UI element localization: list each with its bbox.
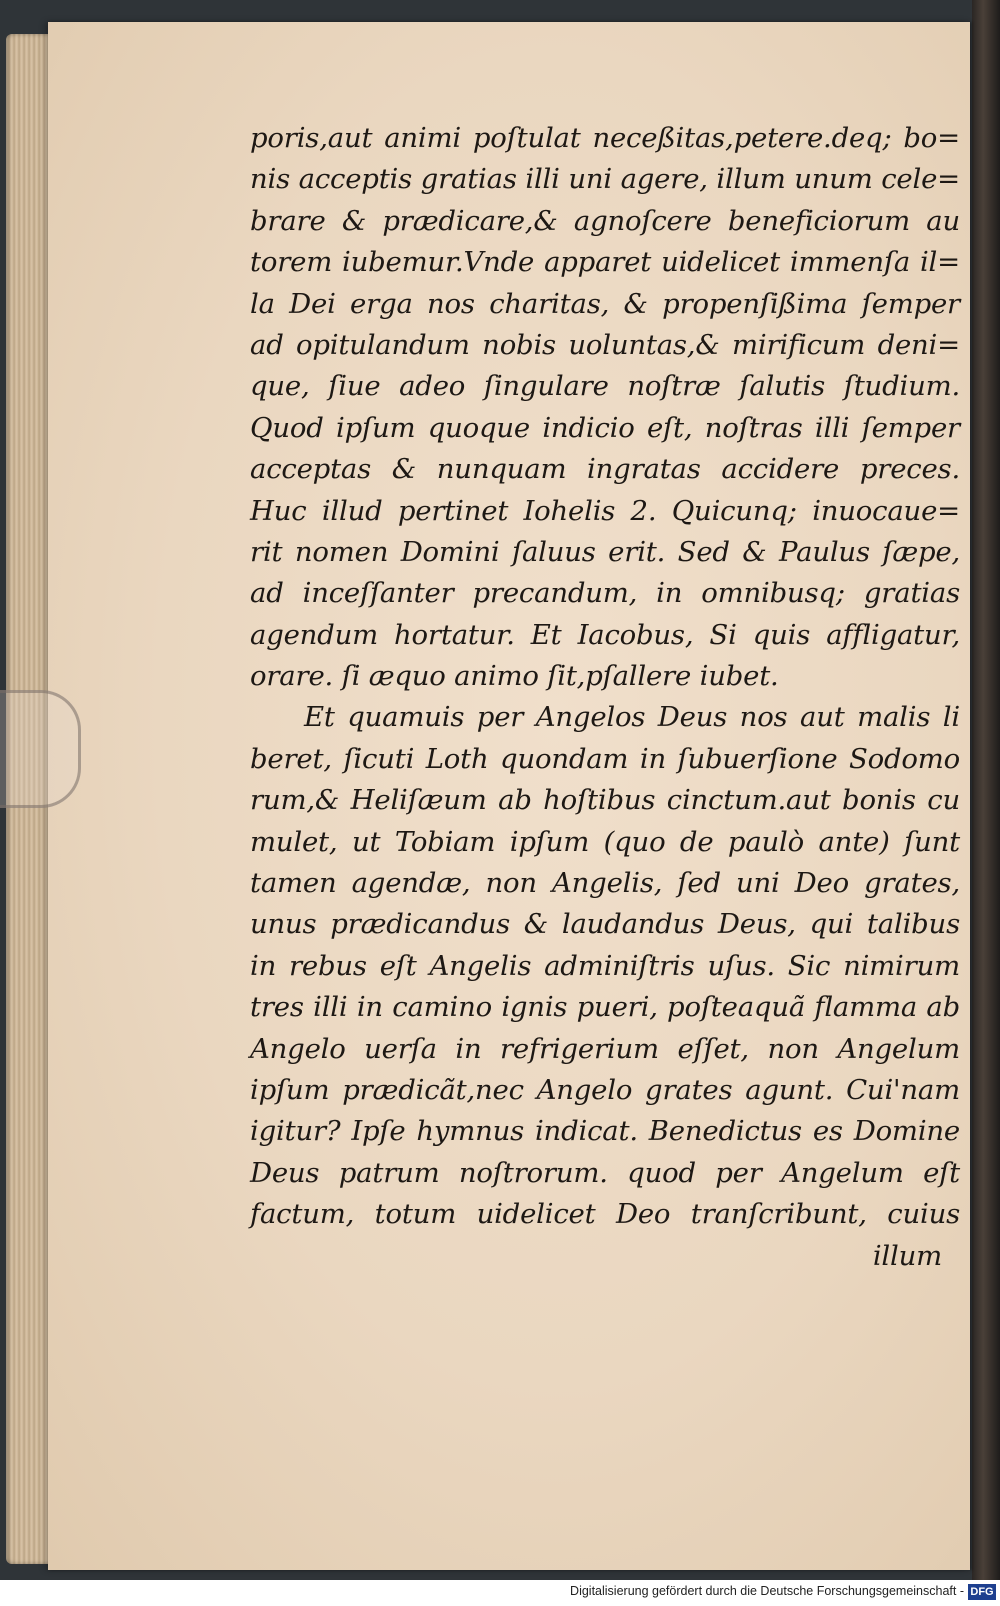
text-line: igitur? Ipſe hymnus indicat. Benedictus es Domine [250, 1115, 960, 1148]
text-line: orare. ſi æquo animo ſit,pſallere iubet. [250, 660, 779, 693]
dfg-logo: DFG [968, 1584, 996, 1600]
text-line: mulet, ut Tobiam ipſum (quo de paulò ante) ſunt [250, 825, 960, 858]
text-line: Huc illud pertinet Iohelis 2. Quicunq; inuocaue= [250, 494, 960, 527]
text-line: ipſum prædicãt,nec Angelo grates agunt. Cui'nam [250, 1073, 960, 1106]
text-line: poris,aut animi poſtulat neceßitas,petere.deq; bo= [250, 122, 960, 154]
catchword: illum [872, 1239, 942, 1272]
text-line: beret, ſicuti Loth quondam in ſubuerſione Sodomo [250, 742, 960, 775]
page-clip [0, 690, 81, 808]
text-line: Angelo uerſa in refrigerium eſſet, non Angelum [250, 1032, 960, 1065]
text-line: nis acceptis gratias illi uni agere, illum unum cele= [250, 163, 960, 196]
text-line: ad inceſſanter precandum, in omnibusq; gratias [250, 577, 960, 610]
text-line: ad opitulandum nobis uoluntas,& mirificum deni= [250, 328, 960, 361]
funding-notice: Digitalisierung gefördert durch die Deutsche Forschungsgemeinschaft - [570, 1584, 964, 1598]
text-line: brare & prædicare,& agnoſcere beneficiorum au [250, 204, 960, 237]
text-line: tamen agendæ, non Angelis, ſed uni Deo grates, [250, 867, 960, 900]
text-line: rum,& Heliſæum ab hoſtibus cinctum.aut bonis cu [250, 784, 960, 817]
text-line: Quod ipſum quoque indicio eſt, noſtras illi ſemper [250, 411, 960, 444]
text-line: Deus patrum noſtrorum. quod per Angelum eſt [250, 1156, 960, 1189]
book-binding [972, 0, 1000, 1580]
text-line: torem iubemur.Vnde apparet uidelicet immenſa il= [250, 246, 960, 279]
text-line: in rebus eſt Angelis adminiſtris uſus. Sic nimirum [250, 949, 960, 982]
text-line: factum, totum uidelicet Deo tranſcribunt, cuius [250, 1198, 960, 1231]
text-line-paragraph-start: Et quamuis per Angelos Deus nos aut malis li [304, 701, 960, 734]
text-line: unus prædicandus & laudandus Deus, qui talibus [250, 908, 960, 941]
text-line: rit nomen Domini ſaluus erit. Sed & Paulus ſæpe, [250, 535, 960, 568]
text-line: acceptas & nunquam ingratas accidere preces. [250, 453, 960, 486]
text-line: que, ſiue adeo ſingulare noſtræ ſalutis ſtudium. [250, 370, 960, 403]
text-line: la Dei erga nos charitas, & propenſißima ſemper [250, 287, 960, 320]
page-text [250, 118, 960, 1277]
digitization-footer [0, 1580, 1000, 1606]
text-line: agendum hortatur. Et Iacobus, Si quis affligatur, [250, 618, 960, 651]
text-line: tres illi in camino ignis pueri, poſteaquã flamma ab [250, 991, 960, 1024]
